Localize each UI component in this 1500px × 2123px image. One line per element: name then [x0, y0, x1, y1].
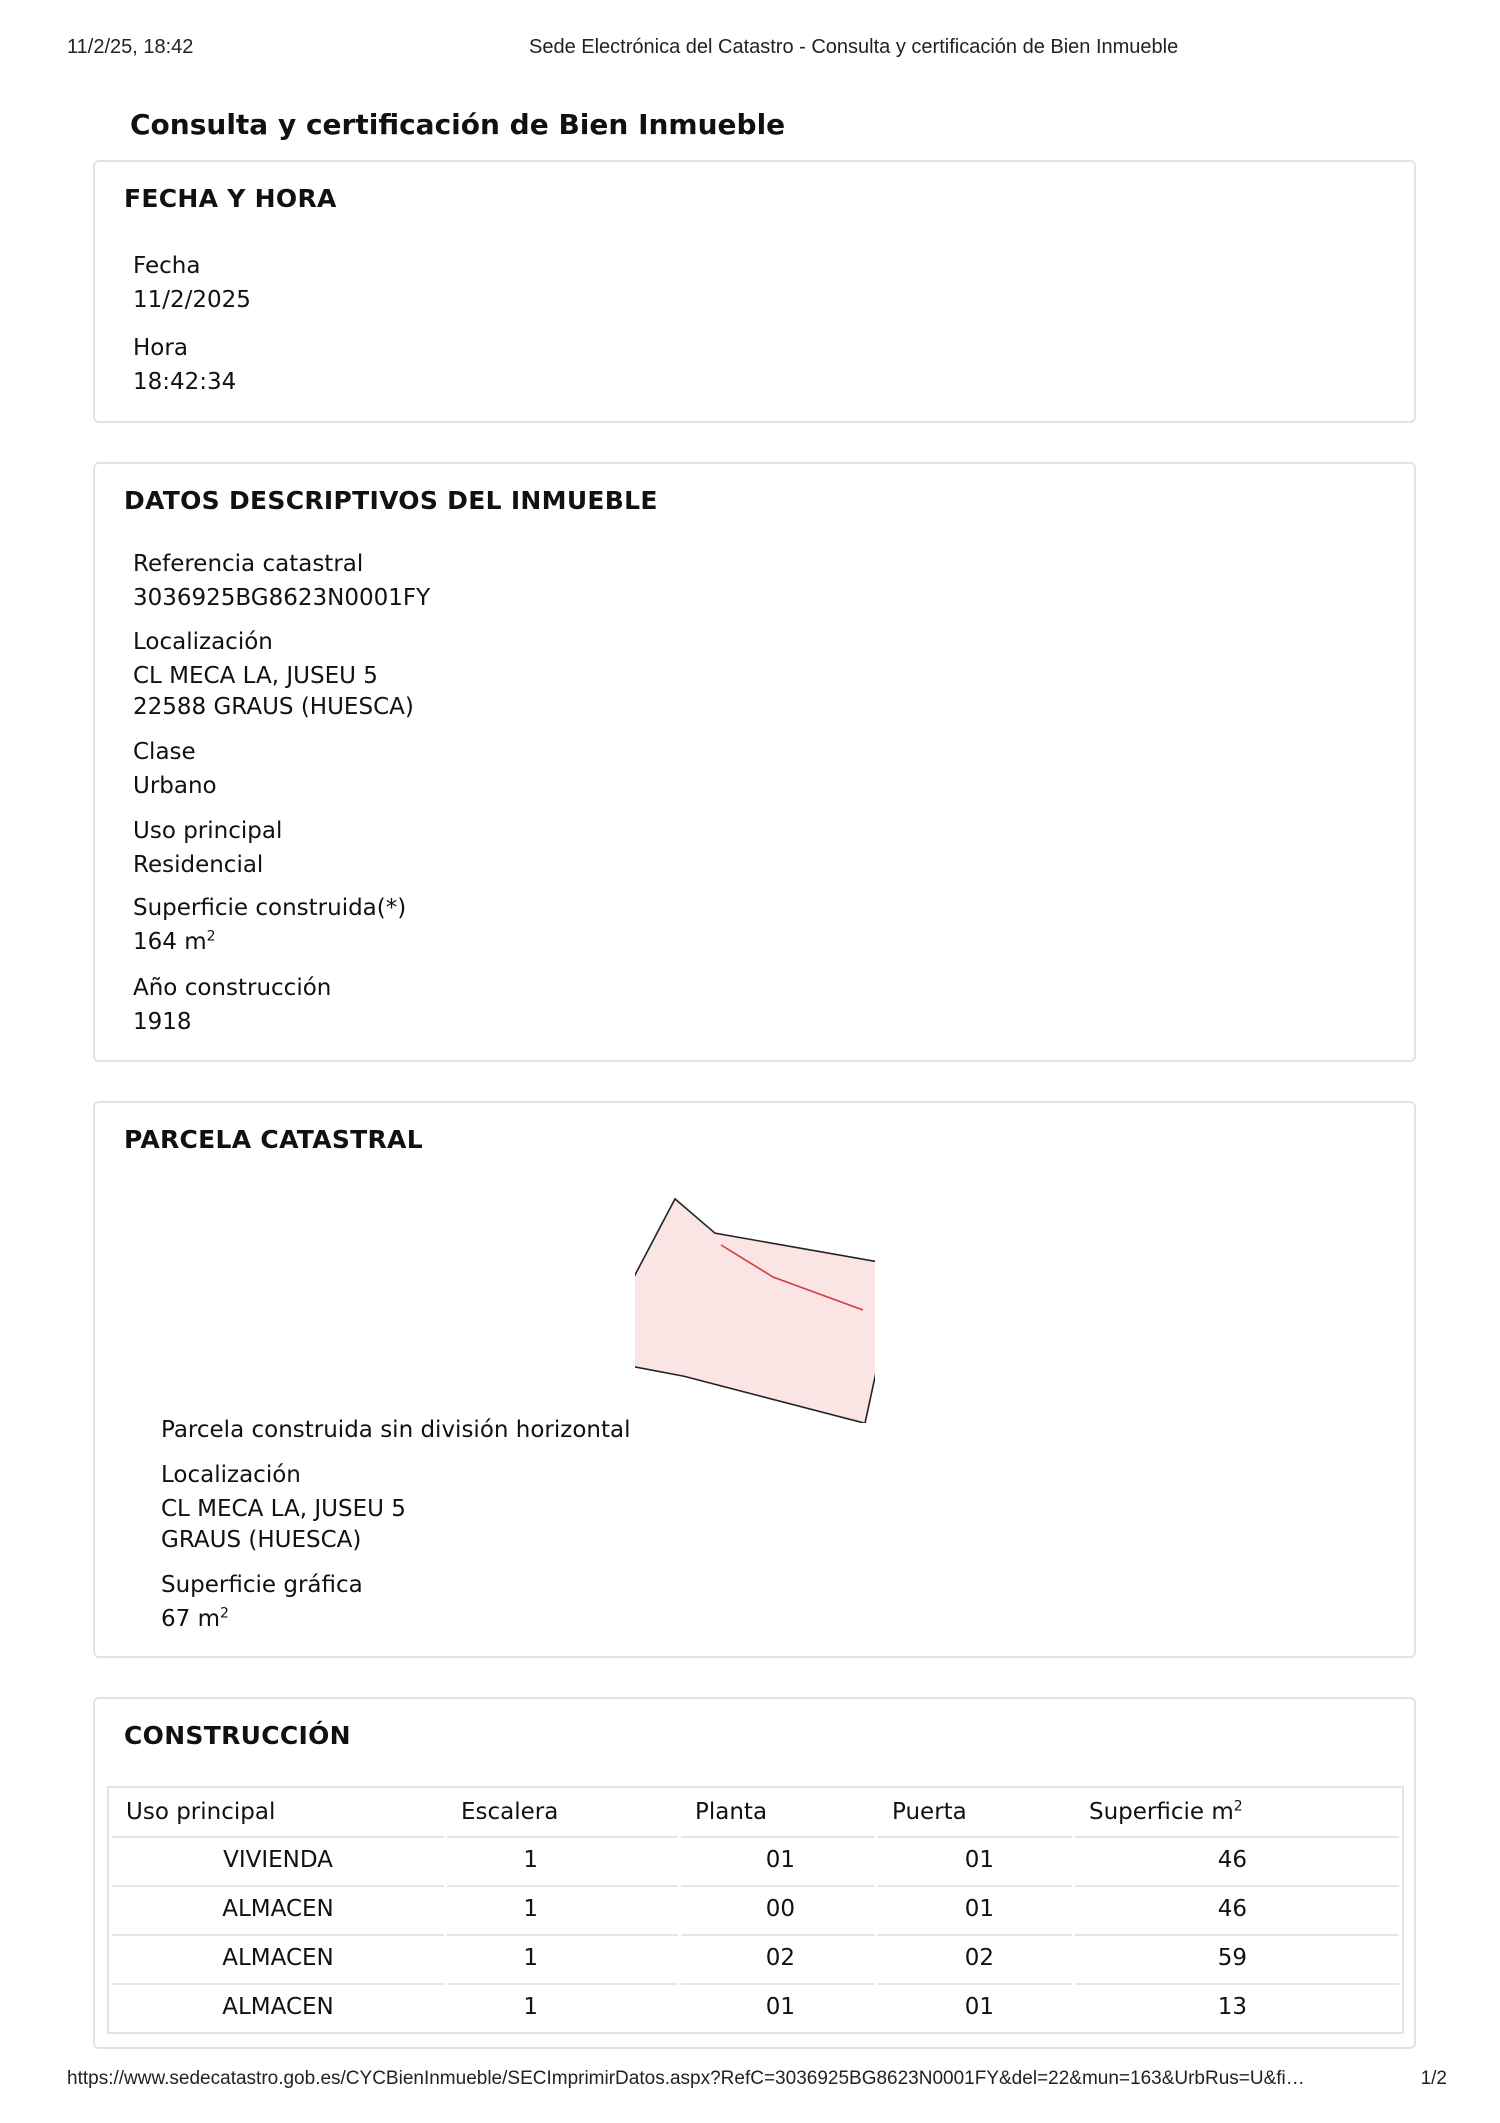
table-row [112, 1836, 1399, 1882]
cell-uso: VIVIENDA [112, 1836, 444, 1882]
cell-puerta: 01 [878, 1983, 1072, 2029]
header-superficie [1075, 1791, 1399, 1833]
superficie-exponent: 2 [206, 928, 216, 945]
cell-planta: 01 [681, 1836, 875, 1882]
referencia-label: Referencia catastral [133, 551, 364, 577]
parcela-localizacion-line2: GRAUS (HUESCA) [161, 1527, 362, 1553]
cell-planta: 00 [681, 1885, 875, 1931]
cell-escalera: 1 [447, 1885, 678, 1931]
cell-superficie: 59 [1075, 1934, 1399, 1980]
uso-principal-value: Residencial [133, 852, 264, 878]
superficie-grafica-label: Superficie gráfica [161, 1572, 363, 1598]
clase-field [133, 735, 217, 803]
fecha-hora-card [93, 160, 1416, 423]
header-superficie-exponent: 2 [1233, 1798, 1243, 1815]
parcela-catastral-card [93, 1101, 1416, 1658]
localizacion-line1: CL MECA LA, JUSEU 5 [133, 663, 378, 689]
print-header [67, 36, 1457, 66]
localizacion-label: Localización [133, 629, 273, 655]
parcela-localizacion-line1: CL MECA LA, JUSEU 5 [161, 1496, 406, 1522]
uso-principal-field [133, 814, 282, 882]
superficie-grafica-field [161, 1568, 363, 1636]
uso-principal-label: Uso principal [133, 818, 283, 844]
fecha-label: Fecha [133, 253, 201, 279]
cell-uso: ALMACEN [112, 1983, 444, 2029]
parcel-shape [635, 1199, 875, 1423]
superficie-construida-number: 164 m [133, 929, 207, 955]
fecha-value: 11/2/2025 [133, 287, 251, 313]
cell-puerta: 01 [878, 1836, 1072, 1882]
cell-uso: ALMACEN [112, 1934, 444, 1980]
localizacion-field [133, 625, 414, 724]
table-row [112, 1885, 1399, 1931]
parcela-title: PARCELA CATASTRAL [124, 1125, 423, 1154]
superficie-construida-label: Superficie construida(*) [133, 895, 407, 921]
superficie-construida-value [133, 925, 406, 959]
cell-escalera: 1 [447, 1836, 678, 1882]
cell-escalera: 1 [447, 1983, 678, 2029]
header-superficie-text: Superficie m [1089, 1799, 1234, 1825]
superficie-construida-field [133, 891, 406, 959]
superficie-grafica-value [161, 1602, 363, 1636]
cell-puerta: 02 [878, 1934, 1072, 1980]
localizacion-line2: 22588 GRAUS (HUESCA) [133, 694, 414, 720]
hora-field [133, 331, 236, 399]
parcela-descripcion [161, 1413, 631, 1447]
cell-planta: 02 [681, 1934, 875, 1980]
cell-uso: ALMACEN [112, 1885, 444, 1931]
hora-label: Hora [133, 335, 188, 361]
header-escalera: Escalera [461, 1799, 559, 1825]
anio-label: Año construcción [133, 975, 332, 1001]
parcela-localizacion-field [161, 1458, 406, 1557]
cell-planta: 01 [681, 1983, 875, 2029]
table-header-row [112, 1791, 1399, 1833]
fecha-hora-title: FECHA Y HORA [124, 184, 337, 213]
parcela-localizacion-label: Localización [161, 1462, 301, 1488]
anio-construccion-field [133, 971, 331, 1039]
print-url: https://www.sedecatastro.gob.es/CYCBienInmueble/SECImprimirDatos.aspx?RefC=3036925BG8623N0001FY&del=22&mun=163&UrbRus=U&fi… [67, 2068, 1305, 2089]
superficie-grafica-number: 67 m [161, 1606, 220, 1632]
referencia-value: 3036925BG8623N0001FY [133, 585, 431, 611]
cell-superficie: 46 [1075, 1885, 1399, 1931]
print-footer [67, 2068, 1447, 2098]
page-title: Consulta y certificación de Bien Inmueble [130, 108, 786, 141]
cell-superficie: 13 [1075, 1983, 1399, 2029]
clase-value: Urbano [133, 773, 217, 799]
construccion-table [107, 1786, 1404, 2034]
hora-value: 18:42:34 [133, 369, 237, 395]
referencia-catastral-field [133, 547, 430, 615]
datos-title: DATOS DESCRIPTIVOS DEL INMUEBLE [124, 486, 658, 515]
header-planta: Planta [695, 1799, 768, 1825]
cell-superficie: 46 [1075, 1836, 1399, 1882]
cell-puerta: 01 [878, 1885, 1072, 1931]
parcel-map [635, 1193, 875, 1423]
construccion-card [93, 1697, 1416, 2049]
anio-value: 1918 [133, 1009, 192, 1035]
table-row [112, 1983, 1399, 2029]
parcela-descripcion-text: Parcela construida sin división horizontal [161, 1417, 631, 1443]
header-uso: Uso principal [126, 1799, 276, 1825]
fecha-field [133, 249, 251, 317]
construccion-title: CONSTRUCCIÓN [124, 1721, 351, 1750]
print-timestamp: 11/2/25, 18:42 [67, 36, 194, 58]
clase-label: Clase [133, 739, 196, 765]
superficie-grafica-exponent: 2 [219, 1605, 229, 1622]
header-puerta: Puerta [892, 1799, 967, 1825]
print-document-title: Sede Electrónica del Catastro - Consulta y certificación de Bien Inmueble [529, 36, 1179, 58]
cell-escalera: 1 [447, 1934, 678, 1980]
datos-descriptivos-card [93, 462, 1416, 1062]
print-page-number: 1/2 [1420, 2068, 1447, 2089]
table-row [112, 1934, 1399, 1980]
